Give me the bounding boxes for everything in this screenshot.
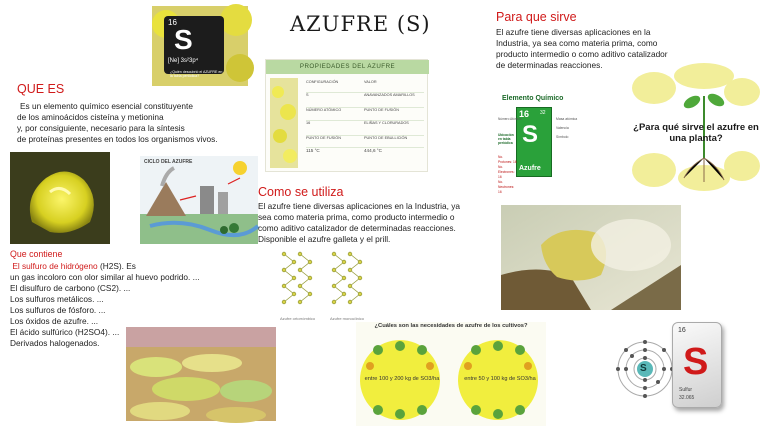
que-contiene-heading: Que contiene: [10, 249, 63, 259]
properties-row: [306, 93, 424, 108]
que-contiene-item: El disulfuro de carbono (CS2). ...: [10, 283, 131, 293]
como-line: como aditivo catalizador de determinadas reacciones.: [258, 223, 456, 233]
properties-cell: PUNTO DE FUSIÓN: [306, 136, 341, 140]
properties-cell: 115 °C: [306, 148, 320, 153]
structure-right-label: Azufre monoclínico: [330, 316, 365, 321]
element-number: 16: [519, 109, 530, 119]
atom-symbol: S: [640, 363, 647, 374]
para-que-line: de determinadas reacciones.: [496, 60, 603, 70]
element-name: Azufre: [519, 165, 541, 172]
properties-row: [306, 136, 424, 148]
sulfur-cycle-diagram: [140, 156, 258, 244]
que-es-heading: QUE ES: [17, 82, 65, 96]
properties-cell: 16: [306, 121, 311, 125]
como-se-utiliza-text: [258, 201, 498, 245]
element-mass: 32: [540, 110, 546, 116]
element-right-labels: [556, 115, 577, 142]
que-es-line: y, por consiguiente, necesario para la síntesis: [17, 123, 185, 133]
plant-question: ¿Para qué sirve el azufre en una planta?: [633, 122, 759, 144]
properties-row: [306, 148, 424, 160]
para-que-line: Industria, ya sea como materia prima, como: [496, 38, 658, 48]
element-left-label: Número Atómico: [498, 117, 522, 121]
properties-cell: PUNTO DE EBULLICIÓN: [364, 136, 408, 140]
como-line: sea como materia prima, como producto intermedio o: [258, 212, 455, 222]
que-contiene-item: un gas incoloro con olor similar al huevo podrido. ...: [10, 272, 200, 282]
sulfur-tile: [672, 322, 722, 408]
para-que-line: producto intermedio o como aditivo catalizador: [496, 49, 668, 59]
sulfur-mining-photo: [501, 205, 681, 310]
plant-infographic: [630, 62, 762, 192]
crop-question: ¿Cuáles son las necesidades de azufre de los cultivos?: [374, 323, 528, 329]
properties-cell: ELIÑAS Y CLORURADOS: [364, 121, 409, 125]
structure-left-label: Azufre ortorrómbico: [280, 316, 316, 321]
page-title: AZUFRE (S): [290, 12, 431, 36]
card-number: 16: [168, 18, 177, 27]
element-symbol: S: [522, 121, 539, 148]
crop-needs-infographic: [356, 322, 546, 426]
element-right-label: Valencia: [556, 126, 569, 130]
tile-name: Sulfur: [679, 387, 693, 393]
tile-number: 16: [678, 327, 686, 334]
element-right-label: Símbolo: [556, 135, 569, 139]
card-caption: ¿Quién descubrió el AZUFRE en la tabla periódica?: [170, 70, 223, 78]
element-list-item: No. Neutrones: 16: [498, 180, 515, 194]
properties-row: [306, 80, 424, 93]
crop-right-range: entre 50 y 100 kg de SO3/ha: [464, 376, 536, 382]
que-es-line: Es un elemento químico esencial constituyente: [20, 101, 193, 111]
atom-model: [616, 326, 674, 412]
que-contiene-item: Derivados halogenados.: [10, 338, 100, 348]
card-symbol: S: [174, 24, 193, 55]
chemical-element-infographic: [498, 95, 618, 194]
cycle-title: CICLO DEL AZUFRE: [144, 159, 193, 165]
properties-row: [306, 121, 424, 136]
que-es-line: de los aminoácidos cisteína y metionina: [17, 112, 164, 122]
properties-header: PROPIEDADES DEL AZUFRE: [266, 60, 429, 74]
element-ubicacion: Ubicación en tabla periódica: [498, 133, 514, 145]
card-config: [Ne] 3s²3p⁴: [168, 58, 199, 64]
como-line: Disponible el azufre galleta y el prill.: [258, 234, 391, 244]
sulfur-card-image: [152, 6, 248, 86]
como-line: El azufre tiene diversas aplicaciones en la Industria, ya: [258, 201, 461, 211]
para-que-sirve-heading: Para que sirve: [496, 10, 577, 24]
properties-cell: ANAVANZADOS AMARILLOS: [364, 93, 415, 97]
element-list: [498, 155, 518, 195]
properties-cell: PUNTO DE FUSIÓN: [364, 108, 399, 112]
tile-symbol: S: [683, 341, 709, 383]
como-se-utiliza-heading: Como se utiliza: [258, 185, 344, 199]
sulfur-rock-photo: [10, 152, 110, 244]
properties-cell: CONFIGURACIÓN: [306, 80, 339, 84]
que-contiene-item: Los sulfuros metálicos. ...: [10, 294, 104, 304]
que-es-line: de proteínas presentes en todos los organismos vivos.: [17, 134, 218, 144]
element-right-label: Masa atómica: [556, 117, 578, 121]
hydrogen-sulfide-highlight: El sulfuro de hidrógeno: [12, 261, 98, 271]
que-contiene-item: Los óxidos de azufre. ...: [10, 316, 99, 326]
que-contiene-item: [10, 261, 240, 272]
properties-rows: [306, 80, 424, 160]
properties-cell: S: [306, 93, 309, 97]
properties-cell: 444,6 °C: [364, 148, 382, 153]
hydrogen-sulfide-formula: (H2S). Es: [97, 261, 136, 271]
properties-row: [306, 108, 424, 121]
que-contiene-item: Los sulfuros de fósforo. ...: [10, 305, 106, 315]
que-es-text: [17, 101, 247, 145]
properties-cell: VALOR: [364, 80, 377, 84]
que-contiene-item: El ácido sulfúrico (H2SO4). ...: [10, 327, 120, 337]
crop-left-range: entre 100 y 200 kg de SO3/ha: [364, 376, 440, 382]
properties-table: [265, 59, 428, 172]
para-que-line: El azufre tiene diversas aplicaciones en la: [496, 27, 651, 37]
sulfur-springs-photo: [126, 327, 276, 421]
element-list-item: No. Electrones: 16: [498, 165, 515, 179]
crystal-structures: [278, 248, 378, 324]
element-list-item: No. Protones: 16: [498, 155, 517, 164]
tile-mass: 32.065: [679, 395, 695, 401]
properties-cell: NÚMERO ATÓMICO: [306, 108, 342, 112]
element-heading: Elemento Químico: [502, 95, 564, 102]
